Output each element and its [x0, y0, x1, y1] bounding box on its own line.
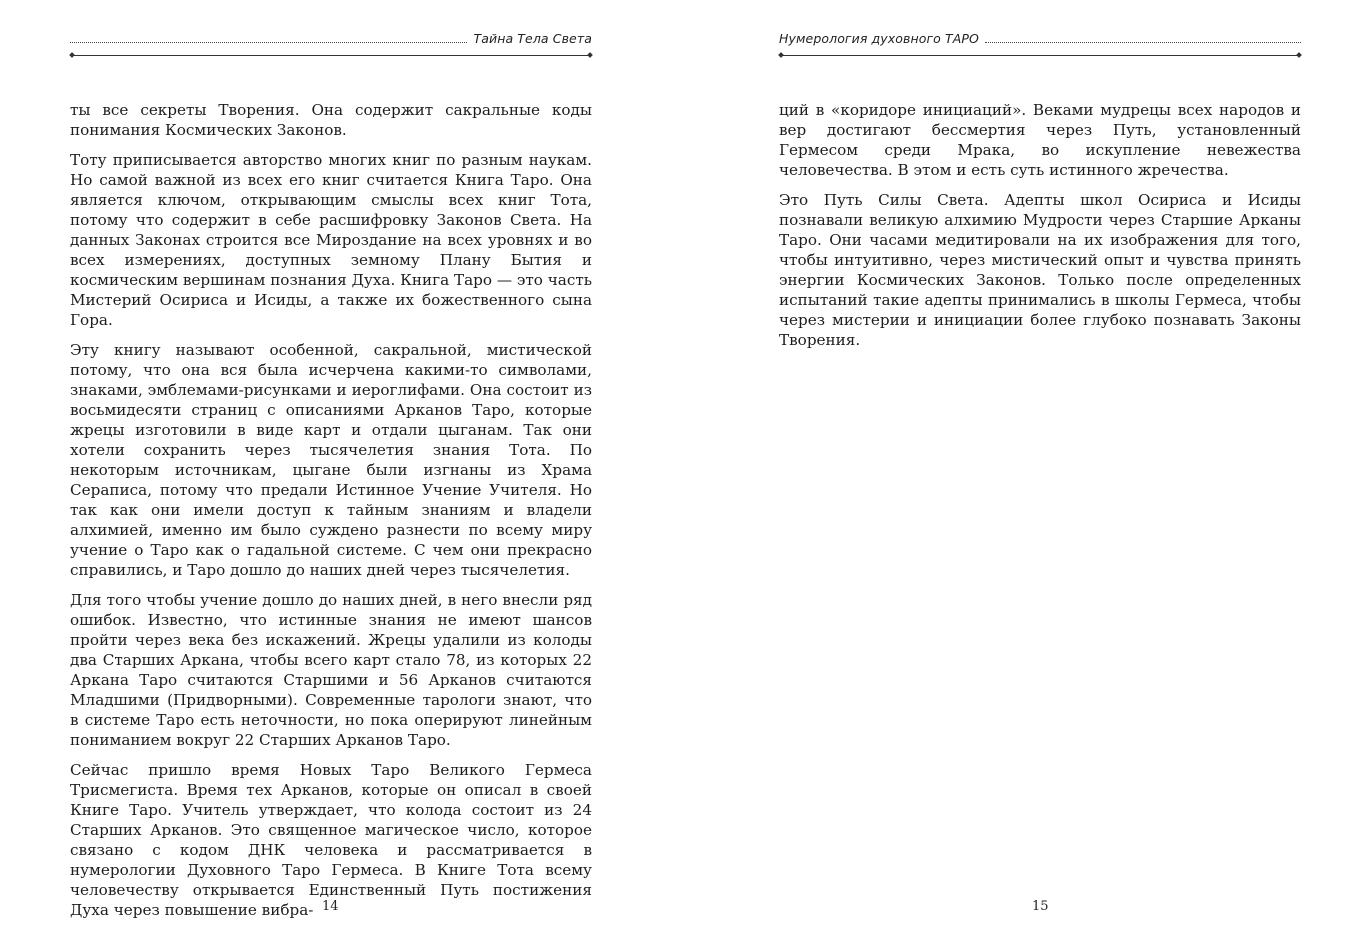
right-page: [779, 0, 1301, 945]
paragraph: ций в «коридоре инициаций». Веками мудрецы всех народов и вер достигают бессмертия через Путь, установленный Гермесом среди Мрака, во искупление невежества человечества. В этом и есть суть истинного жречества.: [779, 101, 1301, 179]
leader-dots: [985, 41, 1301, 43]
body-text: [779, 100, 1301, 360]
rule-diamond-icon: [1296, 52, 1302, 58]
paragraph: Сейчас пришло время Новых Таро Великого Гермеса Трисмегиста. Время тех Арканов, которые он описал в своей Книге Таро. Учитель утверждает, что колода состоит из 24 Старших Арканов. Это священное магическое число, которое связано с кодом ДНК человека и рассматривается в нумерологии Духовного Таро Гермеса. В Книге Тота всему человечеству открывается Единственный Путь постижения Духа через повышение вибра-: [70, 761, 592, 919]
paragraph: Эту книгу называют особенной, сакральной, мистической потому, что она вся была исчерчена какими-то символами, знаками, эмблемами-рисунками и иероглифами. Она состоит из восьмидесяти страниц с описаниями Арканов Таро, которые жрецы изготовили в виде карт и отдали цыганам. Так они хотели сохранить через тысячелетия знания Тота. По некоторым источникам, цыгане были изгнаны из Храма Сераписа, потому что предали Истинное Учение Учителя. Но так как они имели доступ к тайным знаниям и владели алхимией, именно им было суждено разнести по всему миру учение о Таро как о гадальной системе. С чем они прекрасно справились, и Таро дошло до наших дней через тысячелетия.: [70, 341, 592, 579]
paragraph: Это Путь Силы Света. Адепты школ Осириса и Исиды познавали великую алхимию Мудрости через Старшие Арканы Таро. Они часами медитировали на их изображения для того, чтобы интуитивно, через мистический опыт и чувства принять энергии Космических Законов. Только после определенных испытаний такие адепты принимались в школы Гермеса, чтобы через мистерии и инициации более глубоко познавать Законы Творения.: [779, 191, 1301, 349]
page-number: 14: [322, 899, 339, 914]
paragraph: ты все секреты Творения. Она содержит сакральные коды понимания Космических Законов.: [70, 101, 592, 139]
paragraph: Тоту приписывается авторство многих книг по разным наукам. Но самой важной из всех его книг считается Книга Таро. Она является ключом, открывающим смыслы всех книг Тота, потому что содержит в себе расшифровку Законов Света. На данных Законах строится все Мироздание на всех уровнях и во всех измерениях, доступных земному Плану Бытия и космическим вершинам познания Духа. Книга Таро — это часть Мистерий Осириса и Исиды, а также их божественного сына Гора.: [70, 151, 593, 329]
running-head-title: Тайна Тела Света: [473, 31, 592, 46]
running-head: [779, 28, 1301, 46]
left-page: [70, 0, 592, 945]
paragraph: Для того чтобы учение дошло до наших дней, в него внесли ряд ошибок. Известно, что истинные знания не имеют шансов пройти через века без искажений. Жрецы удалили из колоды два Старших Аркана, чтобы всего карт стало 78, из которых 22 Аркана Таро считаются Старшими и 56 Арканов считаются Младшими (Придворными). Современные тарологи знают, что в системе Таро есть неточности, но пока оперируют линейным пониманием вокруг 22 Старших Арканов Таро.: [70, 591, 592, 749]
header-rule: [779, 52, 1301, 62]
rule-line: [74, 55, 588, 56]
header-rule: [70, 52, 592, 62]
page-number: 15: [1032, 899, 1049, 914]
running-head: [70, 28, 592, 46]
rule-line: [783, 55, 1297, 56]
leader-dots: [70, 41, 467, 43]
body-text: [70, 100, 592, 930]
rule-diamond-icon: [587, 52, 593, 58]
running-head-title: Нумерология духовного ТАРО: [779, 31, 979, 46]
